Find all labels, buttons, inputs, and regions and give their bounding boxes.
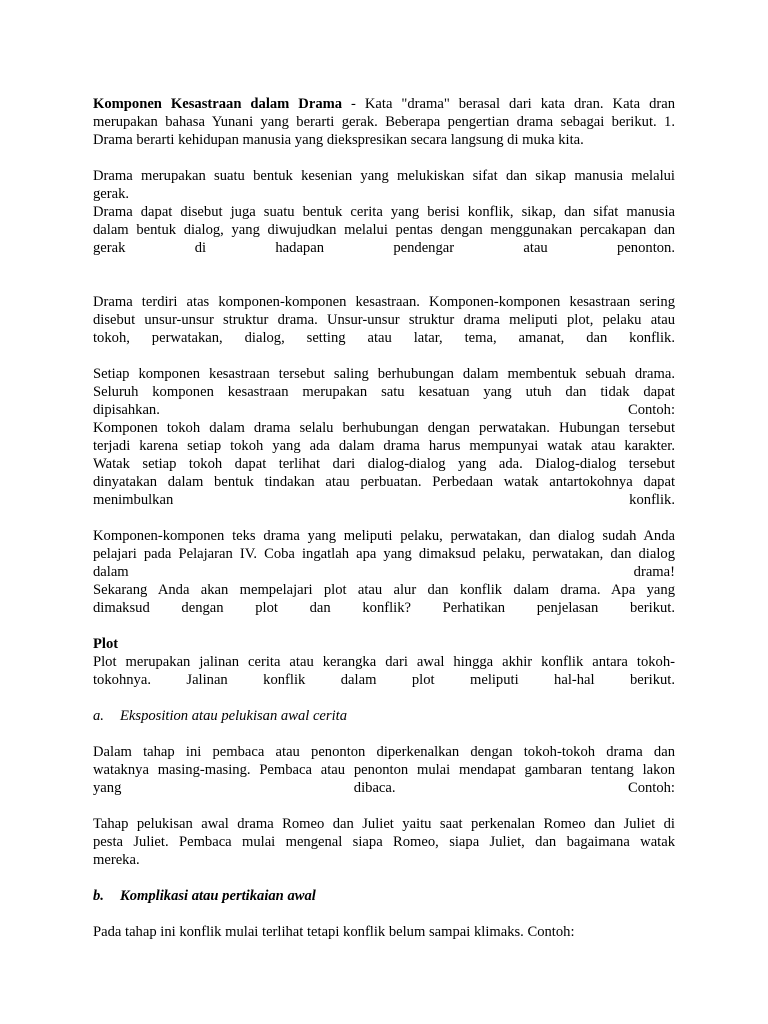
- text-line: terjadi karena setiap tokoh yang ada dalam drama harus mempunyai watak atau karakter.: [93, 438, 675, 454]
- document-body: [93, 95, 675, 941]
- text-line: dalam drama!: [93, 564, 675, 580]
- subheading-label: a.: [93, 708, 104, 724]
- text-line: Setiap komponen kesastraan tersebut saling berhubungan dalam membentuk sebuah drama.: [93, 366, 675, 382]
- text-line: wataknya masing-masing. Pembaca atau penonton mulai mendapat gambaran tentang lakon: [93, 762, 675, 778]
- paragraph-relations: [93, 365, 675, 509]
- text-line: gerak di hadapan pendengar atau penonton.: [93, 240, 675, 256]
- text-line: merupakan bahasa Yunani yang berarti gerak. Beberapa pengertian drama sebagai berikut. 1.: [93, 114, 675, 130]
- text-line: Dalam tahap ini pembaca atau penonton diperkenalkan dengan tokoh-tokoh drama dan: [93, 744, 675, 760]
- subheading-b: [93, 887, 675, 905]
- paragraph-components: [93, 293, 675, 347]
- text-span: - Kata "drama" berasal dari kata dran. Kata dran: [342, 96, 675, 112]
- text-line: pesta Juliet. Pembaca mulai mengenal siapa Romeo, siapa Juliet, dan bagaimana watak: [93, 834, 675, 850]
- plot-heading: Plot: [93, 636, 119, 652]
- text-line: Drama terdiri atas komponen-komponen kesastraan. Komponen-komponen kesastraan sering: [93, 294, 675, 310]
- text-line: tokohnya. Jalinan konflik dalam plot meliputi hal-hal berikut.: [93, 672, 675, 688]
- text-line: Tahap pelukisan awal drama Romeo dan Juliet yaitu saat perkenalan Romeo dan Juliet di: [93, 816, 675, 832]
- text-line: gerak.: [93, 186, 130, 202]
- text-line: mereka.: [93, 852, 140, 868]
- text-line: Drama dapat disebut juga suatu bentuk cerita yang berisi konflik, sikap, dan sifat manusia: [93, 204, 675, 220]
- text-line: Watak setiap tokoh dapat terlihat dari dialog-dialog yang ada. Dialog-dialog tersebut: [93, 456, 675, 472]
- intro-title: Komponen Kesastraan dalam Drama: [93, 96, 343, 112]
- subheading-title: Komplikasi atau pertikaian awal: [120, 888, 316, 904]
- subheading-label: b.: [93, 888, 104, 904]
- text-line: disebut unsur-unsur struktur drama. Unsur-unsur struktur drama meliputi plot, pelaku atau: [93, 312, 675, 328]
- paragraph-definition: [93, 167, 675, 257]
- text-line: yang dibaca. Contoh:: [93, 780, 675, 796]
- text-line: Seluruh komponen kesastraan merupakan satu kesatuan yang utuh dan tidak dapat: [93, 384, 675, 400]
- text-line: Drama merupakan suatu bentuk kesenian yang melukiskan sifat dan sikap manusia melalui: [93, 168, 675, 184]
- text-line: Sekarang Anda akan mempelajari plot atau alur dan konflik dalam drama. Apa yang: [93, 582, 675, 598]
- paragraph-example-romeo: [93, 815, 675, 869]
- paragraph-complication: [93, 923, 675, 941]
- paragraph-intro: [93, 95, 675, 149]
- subheading-title: Eksposition atau pelukisan awal cerita: [120, 708, 347, 724]
- text-line: Pada tahap ini konflik mulai terlihat tetapi konflik belum sampai klimaks. Contoh:: [93, 924, 575, 940]
- text-line: dalam bentuk dialog, yang diwujudkan melalui pentas dengan menggunakan percakapan dan: [93, 222, 675, 238]
- text-line: dipisahkan. Contoh:: [93, 402, 675, 418]
- text-line: [93, 95, 675, 113]
- text-line: menimbulkan konflik.: [93, 492, 675, 508]
- text-line: tokoh, perwatakan, dialog, setting atau latar, tema, amanat, dan konflik.: [93, 330, 675, 346]
- text-line: dimaksud dengan plot dan konflik? Perhatikan penjelasan berikut.: [93, 600, 675, 616]
- text-line: Komponen tokoh dalam drama selalu berhubungan dengan perwatakan. Hubungan tersebut: [93, 420, 675, 436]
- paragraph-text-components: [93, 527, 675, 617]
- section-plot: [93, 635, 675, 689]
- text-line: Komponen-komponen teks drama yang meliputi pelaku, perwatakan, dan dialog sudah Anda: [93, 528, 675, 544]
- text-line: pelajari pada Pelajaran IV. Coba ingatlah apa yang dimaksud pelaku, perwatakan, dan dialog: [93, 546, 675, 562]
- text-line: Drama berarti kehidupan manusia yang diekspresikan secara langsung di muka kita.: [93, 132, 584, 148]
- text-line: dinyatakan dalam bentuk tindakan atau perbuatan. Perbedaan watak antartokohnya dapat: [93, 474, 675, 490]
- paragraph-exposition: [93, 743, 675, 797]
- subheading-a: [93, 707, 675, 725]
- text-line: Plot merupakan jalinan cerita atau kerangka dari awal hingga akhir konflik antara tokoh-: [93, 654, 675, 670]
